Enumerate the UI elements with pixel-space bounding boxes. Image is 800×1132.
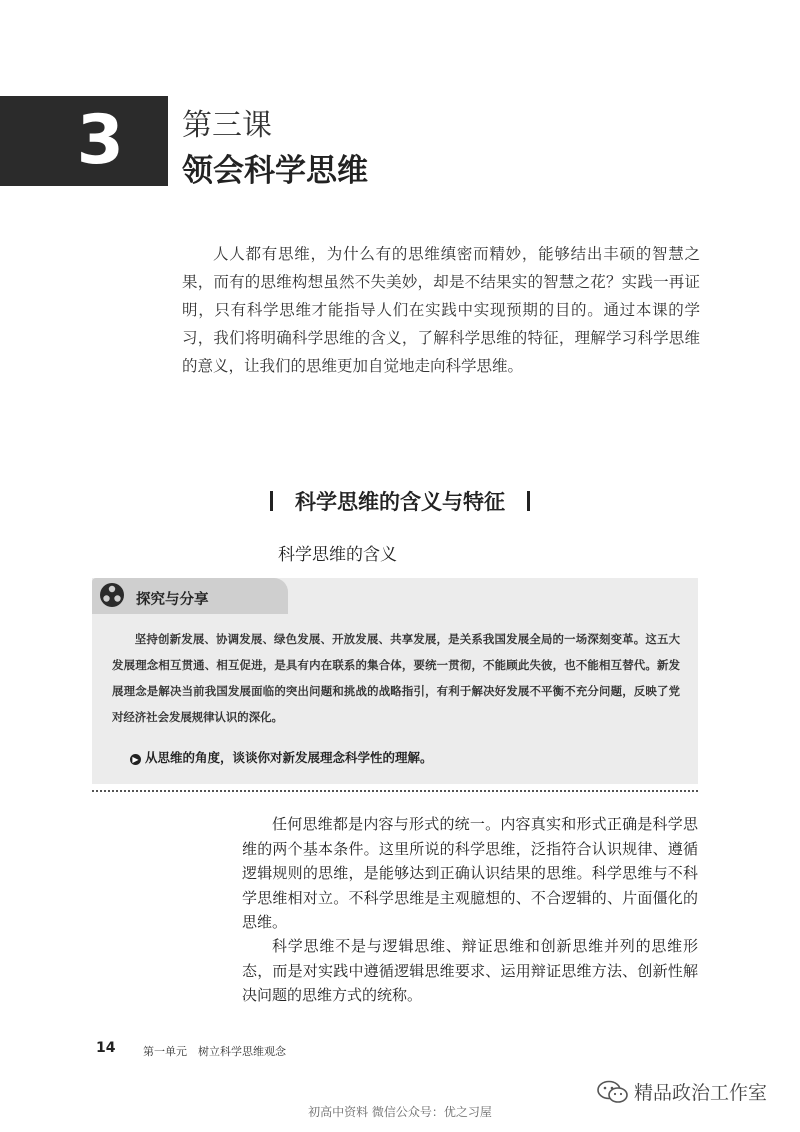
explore-question xyxy=(130,748,433,766)
explore-question-text: 从思维的角度，谈谈你对新发展理念科学性的理解。 xyxy=(145,750,433,765)
explore-body: 坚持创新发展、协调发展、绿色发展、开放发展、共享发展，是关系我国发展全局的一场深刻变革。这五大发展理念相互贯通、相互促进，是具有内在联系的集合体，要统一贯彻，不能顾此失彼，也不能相互替代。新发展理念是解决当前我国发展面临的突出问题和挑战的战略指引，有利于解决好发展不平衡不充分问题，反映了党对经济社会发展规律认识的深化。 xyxy=(112,632,680,724)
play-bullet-icon: ▶ xyxy=(130,754,141,765)
intro-paragraph: 人人都有思维，为什么有的思维缜密而精妙，能够结出丰硕的智慧之果，而有的思维构想虽然不失美妙，却是不结果实的智慧之花？实践一再证明，只有科学思维才能指导人们在实践中实现预期的目的。通过本课的学习，我们将明确科学思维的含义，了解科学思维的特征，理解学习科学思维的意义，让我们的思维更加自觉地走向科学思维。 xyxy=(182,245,700,375)
heading-bar-left xyxy=(270,491,273,511)
body-paragraph-2: 科学思维不是与逻辑思维、辩证思维和创新思维并列的思维形态，而是对实践中遵循逻辑思维要求、运用辩证思维方法、创新性解决问题的思维方式的统称。 xyxy=(242,937,698,1004)
section-heading-text: 科学思维的含义与特征 xyxy=(295,490,505,514)
section-heading xyxy=(0,486,800,516)
body-paragraph-1: 任何思维都是内容与形式的统一。内容真实和形式正确是科学思维的两个基本条件。这里所说的科学思维，泛指符合认识规律、遵循逻辑规则的思维，是能够达到正确认识结果的思维。科学思维与不科学思维相对立。不科学思维是主观臆想的、不合逻辑的、片面僵化的思维。 xyxy=(242,815,698,931)
wechat-icon xyxy=(596,1080,630,1104)
watermark xyxy=(596,1078,767,1105)
lesson-number-block xyxy=(0,96,168,186)
heading-bar-right xyxy=(527,491,530,511)
lesson-label: 第三课 xyxy=(182,108,272,143)
footer-unit-title: 第一单元 树立科学思维观念 xyxy=(143,1045,286,1058)
page-number: 14 xyxy=(96,1040,116,1056)
source-line: 初高中资料 微信公众号：优之习屋 xyxy=(308,1105,492,1119)
subsection-heading: 科学思维的含义 xyxy=(278,545,397,565)
dotted-divider xyxy=(92,790,698,792)
watermark-text: 精品政治工作室 xyxy=(634,1082,768,1104)
lesson-title: 领会科学思维 xyxy=(182,153,368,189)
lesson-number: 3 xyxy=(76,101,124,180)
explore-share-icon xyxy=(98,581,126,609)
explore-title: 探究与分享 xyxy=(136,592,209,608)
